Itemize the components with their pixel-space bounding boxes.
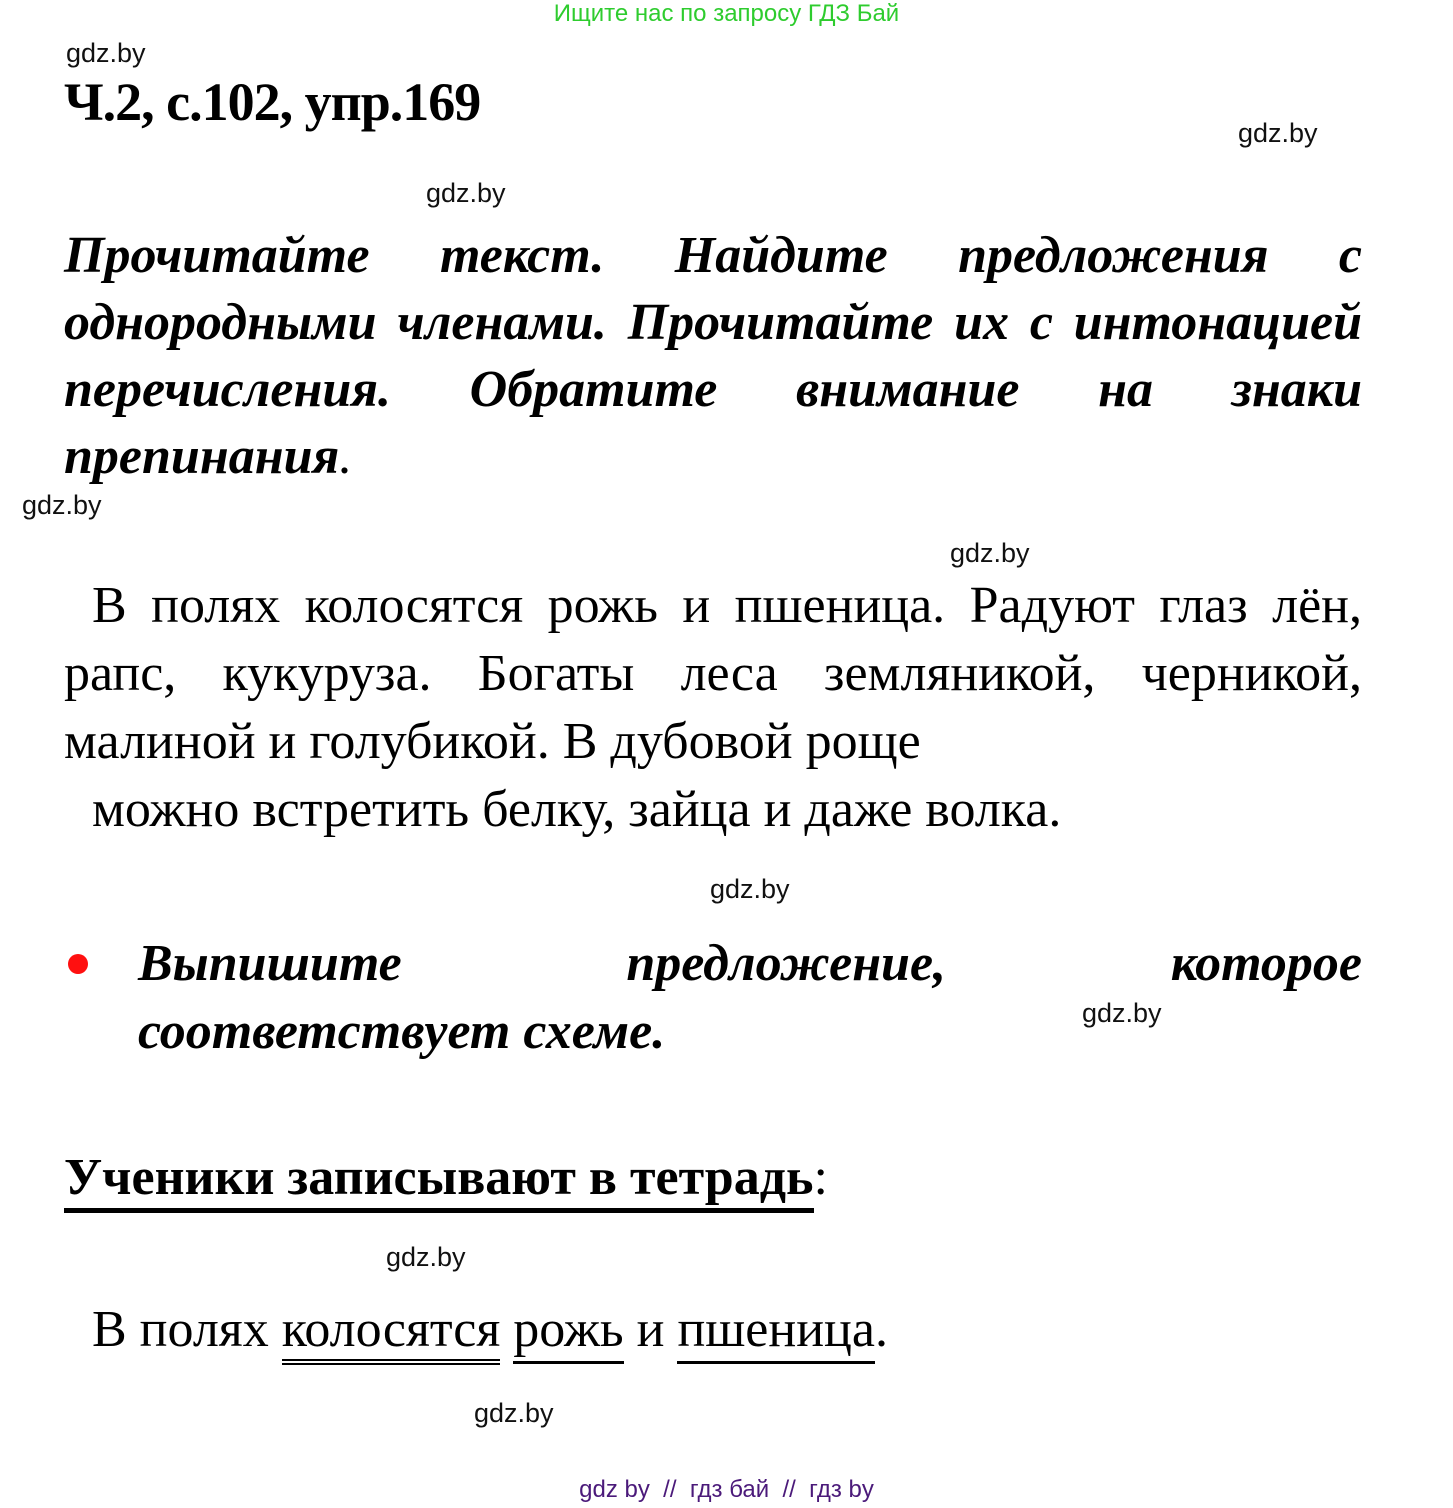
- passage-last-line: можно встретить белку, зайца и даже волка.: [92, 781, 1062, 838]
- footer-links: gdz by // гдз бай // гдз by: [579, 1476, 874, 1503]
- answer-end: .: [874, 1301, 888, 1358]
- answer-conjunction: и: [623, 1301, 678, 1358]
- bullet-word: Выпишите: [138, 935, 402, 992]
- subject-word: пшеница: [677, 1301, 875, 1364]
- reading-passage: [64, 572, 1362, 844]
- watermark: gdz.by: [474, 1398, 554, 1428]
- bullet-line-2: соответствует схеме.: [138, 1003, 666, 1060]
- search-banner: Ищите нас по запросу ГДЗ Бай: [553, 0, 900, 27]
- watermark: gdz.by: [426, 178, 506, 208]
- subject-word: рожь: [513, 1301, 623, 1364]
- answer-space: [500, 1301, 513, 1358]
- watermark: gdz.by: [22, 490, 102, 520]
- watermark: gdz.by: [710, 874, 790, 904]
- watermark: gdz.by: [1082, 998, 1162, 1028]
- bullet-word: предложение,: [626, 935, 947, 992]
- answer-sentence: [92, 1298, 888, 1362]
- heading-text: Ученики записывают в тетрадь: [64, 1149, 814, 1213]
- answer-heading: [64, 1148, 828, 1208]
- watermark: gdz.by: [66, 38, 146, 68]
- task-text: Прочитайте текст. Найдите предложения с однородными членами. Прочитайте их с интонацией перечисления. Обратите внимание на знаки препинания: [64, 227, 1362, 485]
- task-end: .: [339, 428, 353, 485]
- bullet-task: [138, 930, 1362, 1066]
- bullet-word: которое: [1170, 935, 1362, 992]
- watermark: gdz.by: [950, 538, 1030, 568]
- passage-main: В полях колосятся рожь и пшеница. Радуют глаз лён, рапс, кукуруза. Богаты леса земляникой, черникой, малиной и голубикой. В дубовой роще: [64, 577, 1362, 770]
- heading-colon: :: [813, 1149, 828, 1206]
- task-instructions: [64, 222, 1362, 490]
- exercise-title: Ч.2, с.102, упр.169: [64, 72, 481, 132]
- watermark: gdz.by: [1238, 118, 1318, 148]
- answer-text: В полях: [92, 1301, 282, 1358]
- predicate-word: колосятся: [282, 1301, 501, 1365]
- bullet-icon: [68, 954, 88, 974]
- watermark: gdz.by: [386, 1242, 466, 1272]
